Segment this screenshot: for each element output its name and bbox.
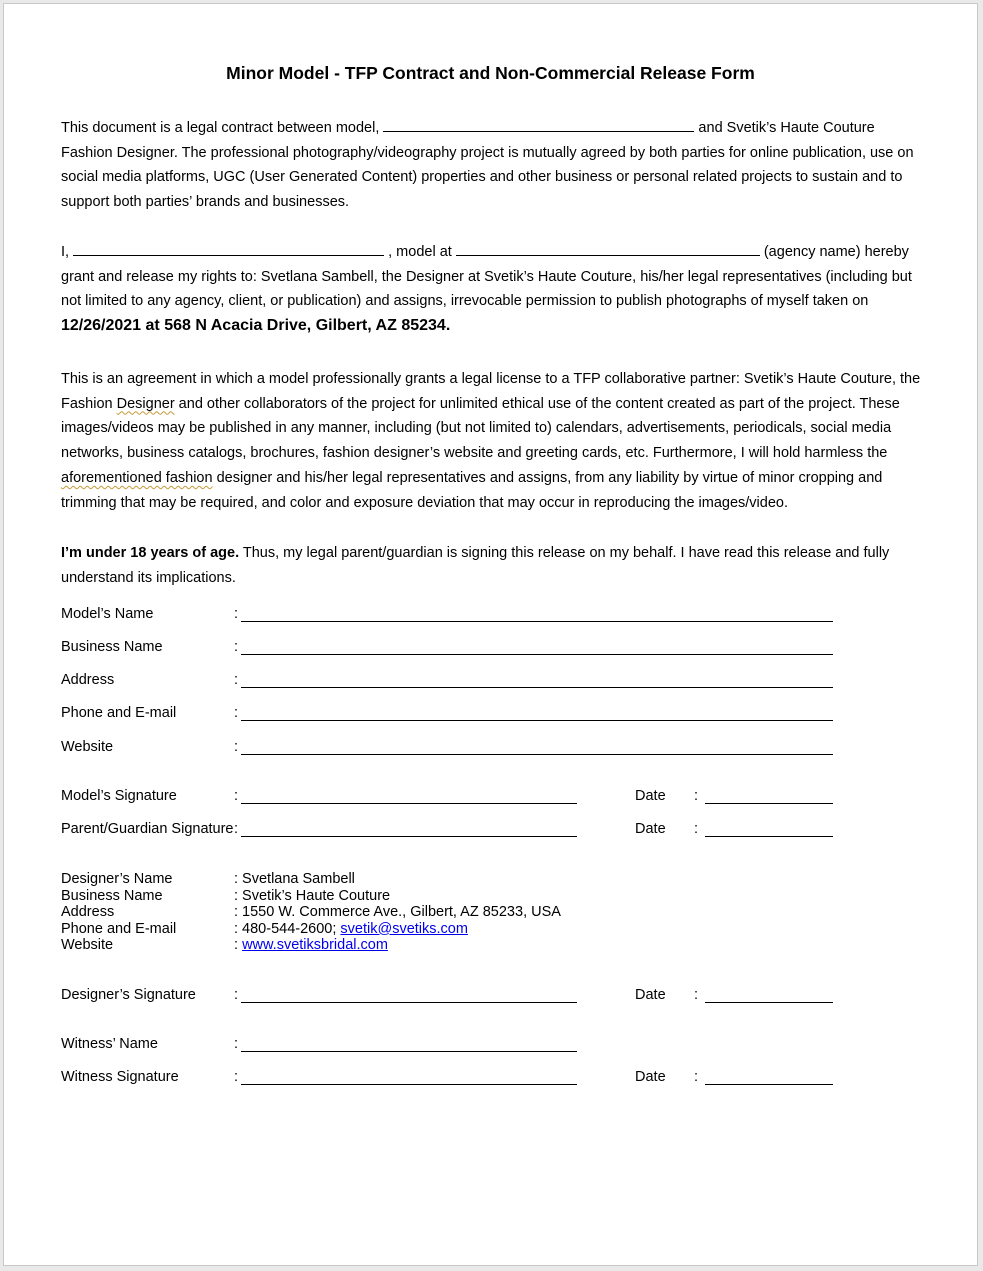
- spellcheck-word-designer: Designer: [116, 395, 175, 412]
- intro-text-1: This document is a legal contract between model,: [61, 120, 384, 136]
- website-line[interactable]: [241, 754, 833, 755]
- date-label: Date: [635, 987, 666, 1003]
- field-colon: :: [234, 987, 239, 1003]
- designer-website-link[interactable]: www.svetiksbridal.com: [242, 937, 388, 954]
- website-label: Website: [61, 739, 114, 755]
- field-colon: :: [234, 1036, 239, 1052]
- designer-info-block: [61, 871, 561, 954]
- agreement-text-3: designer and his/her legal representatives and assigns, from any liability by virtue of minor cropping and trimming that may be required, and color and exposure deviation that may occur in reproducing the images/video.: [61, 469, 883, 511]
- witness-signature-line[interactable]: [241, 1084, 577, 1085]
- shoot-date-location: 12/26/2021 at 568 N Acacia Drive, Gilbert, AZ 85234.: [61, 317, 451, 335]
- designer-phone-row: [61, 921, 561, 938]
- designer-signature-date-line[interactable]: [705, 1002, 833, 1003]
- designer-name-label: Designer’s Name: [61, 871, 173, 887]
- designer-address-label: Address: [61, 904, 115, 921]
- date-colon: :: [694, 821, 699, 837]
- phone-email-line[interactable]: [241, 720, 833, 721]
- witness-name-line[interactable]: [241, 1051, 577, 1052]
- date-label: Date: [635, 788, 666, 804]
- minor-statement-bold: I’m under 18 years of age.: [61, 545, 240, 561]
- witness-name-label: Witness’ Name: [61, 1036, 158, 1052]
- designer-website-label: Website: [61, 937, 114, 954]
- designer-phone-label: Phone and E-mail: [61, 920, 177, 937]
- field-colon: :: [234, 821, 239, 837]
- model-name-blank-2[interactable]: [73, 240, 384, 256]
- field-colon: :: [234, 639, 239, 655]
- model-signature-date-line[interactable]: [705, 803, 833, 804]
- designer-signature-line[interactable]: [241, 1002, 577, 1003]
- release-text-3: (agency name) hereby grant and release my rights to: Svetlana Sambell, the Designer at Svetik’s Haute Couture, his/her legal representatives (including but not limited to any agency, client, or publication) and assigns, irrevocable permission to publish photographs of myself taken on: [61, 244, 912, 310]
- document-title: Minor Model - TFP Contract and Non-Commercial Release Form: [226, 63, 755, 83]
- designer-name-row: [61, 871, 561, 888]
- intro-paragraph: [61, 116, 921, 215]
- designer-phone-value: : 480-544-2600;: [234, 920, 341, 937]
- release-text-2: , model at: [384, 244, 456, 260]
- designer-business-label: Business Name: [61, 887, 163, 904]
- agreement-text-1: This is an agreement in which a model professionally grants a legal license to a TFP collaborative partner: Svetik’s Haute Couture, the Fashion: [61, 371, 921, 412]
- parent-signature-label: Parent/Guardian Signature: [61, 821, 234, 837]
- designer-signature-label: Designer’s Signature: [61, 987, 196, 1003]
- model-signature-line[interactable]: [241, 803, 577, 804]
- minor-statement-text: Thus, my legal parent/guardian is signing this release on my behalf. I have read this release and fully understand its implications.: [61, 545, 890, 586]
- designer-business-row: [61, 888, 561, 905]
- address-label: Address: [61, 672, 115, 688]
- designer-business-value: : Svetik’s Haute Couture: [234, 887, 391, 904]
- field-colon: :: [234, 705, 239, 721]
- parent-signature-date-line[interactable]: [705, 836, 833, 837]
- field-colon: :: [234, 788, 239, 804]
- designer-address-row: [61, 904, 561, 921]
- spellcheck-word-aforementioned: aforementioned fashion: [61, 469, 213, 486]
- document-page: [3, 3, 978, 1266]
- release-text-1: I,: [61, 244, 74, 260]
- phone-email-label: Phone and E-mail: [61, 705, 177, 721]
- designer-website-prefix: :: [234, 937, 243, 954]
- business-name-line[interactable]: [241, 654, 833, 655]
- designer-website-row: [61, 937, 561, 954]
- agency-name-blank[interactable]: [456, 240, 760, 256]
- release-paragraph: [61, 240, 921, 339]
- field-colon: :: [234, 739, 239, 755]
- model-name-line[interactable]: [241, 621, 833, 622]
- date-colon: :: [694, 1069, 699, 1085]
- model-signature-label: Model’s Signature: [61, 788, 177, 804]
- intro-text-2: and Svetik’s Haute Couture Fashion Designer. The professional photography/videography project is mutually agreed by both parties for online publication, use on social media platforms, UGC (User Generated Content) properties and other business or personal related projects to sustain and to support both parties’ brands and businesses.: [61, 120, 914, 211]
- date-colon: :: [694, 987, 699, 1003]
- model-name-label: Model’s Name: [61, 606, 154, 622]
- field-colon: :: [234, 606, 239, 622]
- field-colon: :: [234, 672, 239, 688]
- witness-signature-date-line[interactable]: [705, 1084, 833, 1085]
- minor-paragraph: [61, 541, 921, 590]
- designer-name-value: : Svetlana Sambell: [234, 871, 355, 887]
- business-name-label: Business Name: [61, 639, 163, 655]
- witness-signature-label: Witness Signature: [61, 1069, 179, 1085]
- model-name-blank[interactable]: [383, 116, 694, 132]
- agreement-paragraph: [61, 367, 921, 515]
- designer-email-link[interactable]: svetik@svetiks.com: [340, 920, 468, 937]
- agreement-text-2: and other collaborators of the project for unlimited ethical use of the content created as part of the project. These images/videos may be published in any manner, including (but not limited to) calendars, advertisements, periodicals, social media networks, business catalogs, brochures, fashion designer’s website and greeting cards, etc. Furthermore, I will hold harmless the: [61, 395, 900, 462]
- date-colon: :: [694, 788, 699, 804]
- address-line[interactable]: [241, 687, 833, 688]
- parent-signature-line[interactable]: [241, 836, 577, 837]
- field-colon: :: [234, 1069, 239, 1085]
- date-label: Date: [635, 1069, 666, 1085]
- designer-address-value: : 1550 W. Commerce Ave., Gilbert, AZ 85233, USA: [234, 904, 561, 921]
- date-label: Date: [635, 821, 666, 837]
